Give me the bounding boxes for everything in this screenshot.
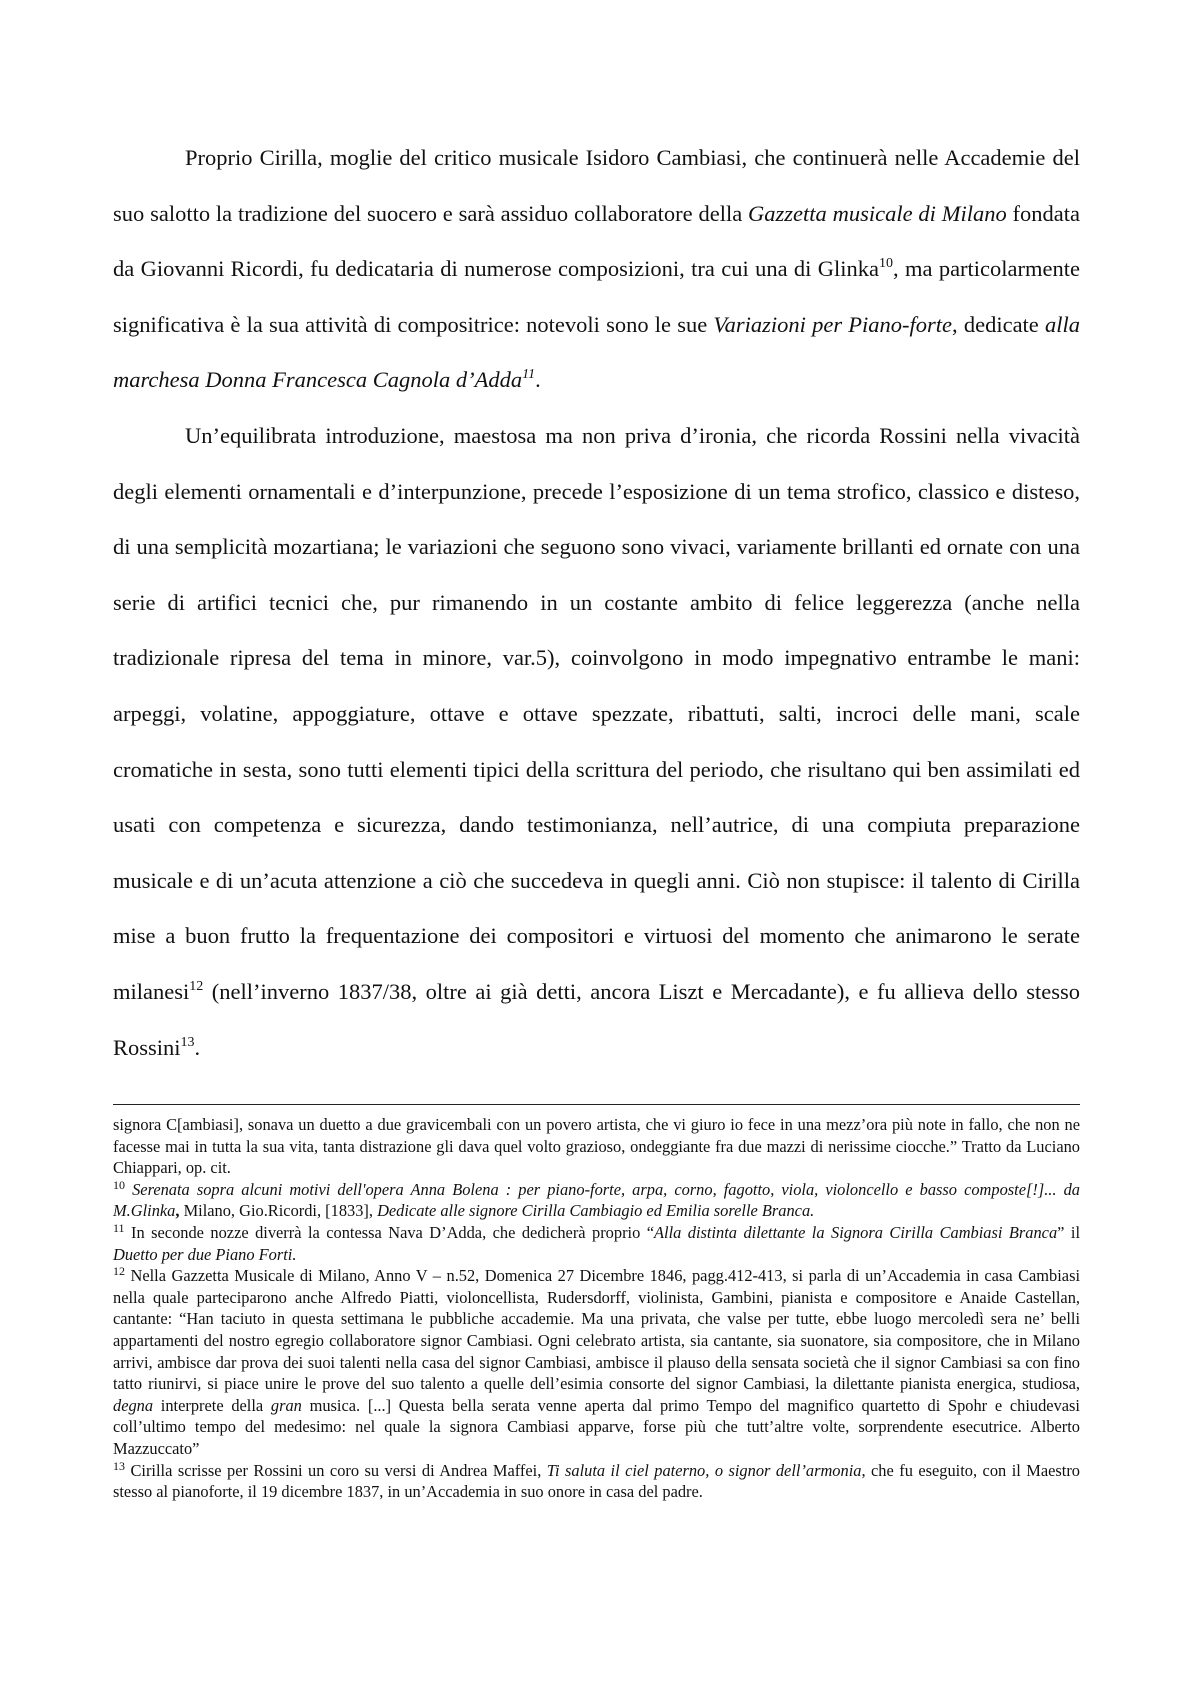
text-run: . xyxy=(535,367,541,393)
text-run: Cirilla scrisse per Rossini un coro su versi di Andrea Maffei, xyxy=(125,1460,547,1480)
footnote-ref: 13 xyxy=(113,1458,125,1473)
footnote-ref: 13 xyxy=(180,1034,195,1050)
footnotes xyxy=(113,1114,1080,1503)
footnote-ref: 12 xyxy=(189,978,204,994)
italic-text: Gazzetta musicale di Milano xyxy=(748,200,1007,226)
italic-text: Dedicate alle signore Cirilla Cambiagio ed Emilia sorelle Branca. xyxy=(377,1201,815,1221)
italic-text: Alla distinta dilettante la Signora Cirilla Cambiasi Branca xyxy=(654,1222,1058,1242)
bold-text: , xyxy=(175,1201,180,1221)
text-run: musica. [...] Questa bella serata venne aperta dal primo Tempo del magnifico quartetto di Spohr e chiudevasi coll’ultimo tempo del medesimo: nel quale la signora Cambiasi apparve, forse più che tutt’altre volte, sorprendente esecutrice. Alberto Mazzuccato” xyxy=(113,1395,1080,1458)
text-run: interprete della xyxy=(153,1395,271,1415)
italic-text: Serenata sopra alcuni motivi dell'opera Anna Bolena : per piano-forte, arpa, corno, fagotto, viola, violoncello e basso composte[!]... da M.Glinka xyxy=(113,1179,1080,1221)
text-run: . xyxy=(194,1034,201,1060)
text-run: Milano, Gio.Ricordi, [1833], xyxy=(179,1201,378,1221)
italic-text: Variazioni per Piano-forte xyxy=(713,311,953,337)
footnote-separator xyxy=(113,1104,1080,1105)
italic-text: Ti saluta il ciel paterno, o signor dell’armonia xyxy=(546,1460,862,1480)
footnote-11 xyxy=(113,1222,1080,1265)
text-run: fondata da Giovanni Ricordi, fu dedicataria di numerose composizioni, tra cui una di Glinka xyxy=(113,200,1081,282)
text-run: signora C[ambiasi], sonava un duetto a due gravicembali con un povero artista, che vi giuro io fece in una mezz’ora più note in fallo, che non ne facesse mai in tutta la sua vita, tanta distrazione gli dava quel volto grazioso, ondeggiante fra due mazzi di nerissime ciocche.” Tratto da Luciano Chiappari, op. cit. xyxy=(113,1115,1080,1178)
footnote-ref: 11 xyxy=(113,1220,125,1235)
footnote-ref: 11 xyxy=(522,367,536,383)
body-text xyxy=(113,130,1080,1075)
footnote-ref: 10 xyxy=(113,1177,125,1192)
text-run: Proprio Cirilla, moglie del critico musicale Isidoro Cambiasi, che continuerà nelle Accademie del suo salotto la tradizione del suocero e sarà assiduo collaboratore della xyxy=(113,145,1080,226)
text-run: In seconde nozze diverrà la contessa Nava D’Adda, che dedicherà proprio “ xyxy=(124,1222,655,1242)
footnote-continued xyxy=(113,1114,1080,1179)
italic-text: gran xyxy=(270,1395,302,1415)
footnote-12 xyxy=(113,1265,1080,1459)
footnote-ref: 10 xyxy=(879,256,893,272)
text-run: (nell’inverno 1837/38, oltre ai già detti, ancora Liszt e Mercadante), e fu allieva dello stesso Rossini xyxy=(113,978,1080,1060)
italic-text: Duetto per due Piano Forti. xyxy=(113,1244,297,1264)
text-run: , ma particolarmente significativa è la sua attività di compositrice: notevoli sono le sue xyxy=(113,256,1080,337)
paragraph-1 xyxy=(113,130,1080,408)
footnote-ref: 12 xyxy=(113,1264,125,1279)
text-run: , dedicate xyxy=(952,311,1045,337)
text-run: ” il xyxy=(1057,1222,1081,1242)
text-run: Nella Gazzetta Musicale di Milano, Anno V – n.52, Domenica 27 Dicembre 1846, pagg.412-413, si parla di un’Accademia in casa Cambiasi nella quale parteciparono anche Alfredo Piatti, violoncellista, Rudersdorff, violinista, Gambini, pianista e compositore e Anaide Castellan, cantante: “Han taciuto in questa settimana le pubbliche accademie. Ma una privata, che valse per tutte, ebbe luogo mercoledì sera ne’ belli appartamenti del nostro egregio collaboratore signor Cambiasi. Ogni celebrato artista, sia cantante, sia suonatore, sia compositore, che in Milano arrivi, ambisce dar prova dei suoi talenti nella casa del signor Cambiasi, ambisce il plauso della sensata società che il signor Cambiasi sa con fino tatto riunirvi, si piace unire le prove del suo talento a quelle dell’esimia consorte del signor Cambiasi, la dilettante pianista energica, studiosa, xyxy=(113,1266,1080,1394)
footnote-10 xyxy=(113,1179,1080,1222)
text-run: , che fu eseguito, con il Maestro stesso al pianoforte, il 19 dicembre 1837, in un’Accademia in suo onore in casa del padre. xyxy=(113,1460,1080,1502)
footnote-13 xyxy=(113,1460,1080,1503)
text-run: Un’equilibrata introduzione, maestosa ma non priva d’ironia, che ricorda Rossini nella vivacità degli elementi ornamentali e d’interpunzione, precede l’esposizione di un tema strofico, classico e disteso, di una semplicità mozartiana; le variazioni che seguono sono vivaci, variamente brillanti ed ornate con una serie di artifici tecnici che, pur rimanendo in un costante ambito di felice leggerezza (anche nella tradizionale ripresa del tema in minore, var.5), coinvolgono in modo impegnativo entrambe le mani: arpeggi, volatine, appoggiature, ottave e ottave spezzate, ribattuti, salti, incroci delle mani, scale cromatiche in sesta, sono tutti elementi tipici della scrittura del periodo, che risultano qui ben assimilati ed usati con competenza e sicurezza, dando testimonianza, nell’autrice, di una compiuta preparazione musicale e di un’acuta attenzione a ciò che succedeva in quegli anni. Ciò non stupisce: il talento di Cirilla mise a buon frutto la frequentazione dei compositori e virtuosi del momento che animarono le serate milanesi xyxy=(113,422,1080,1004)
paragraph-2 xyxy=(113,408,1080,1075)
italic-text: alla marchesa Donna Francesca Cagnola d’Adda xyxy=(113,311,1080,393)
italic-text: degna xyxy=(113,1395,154,1415)
